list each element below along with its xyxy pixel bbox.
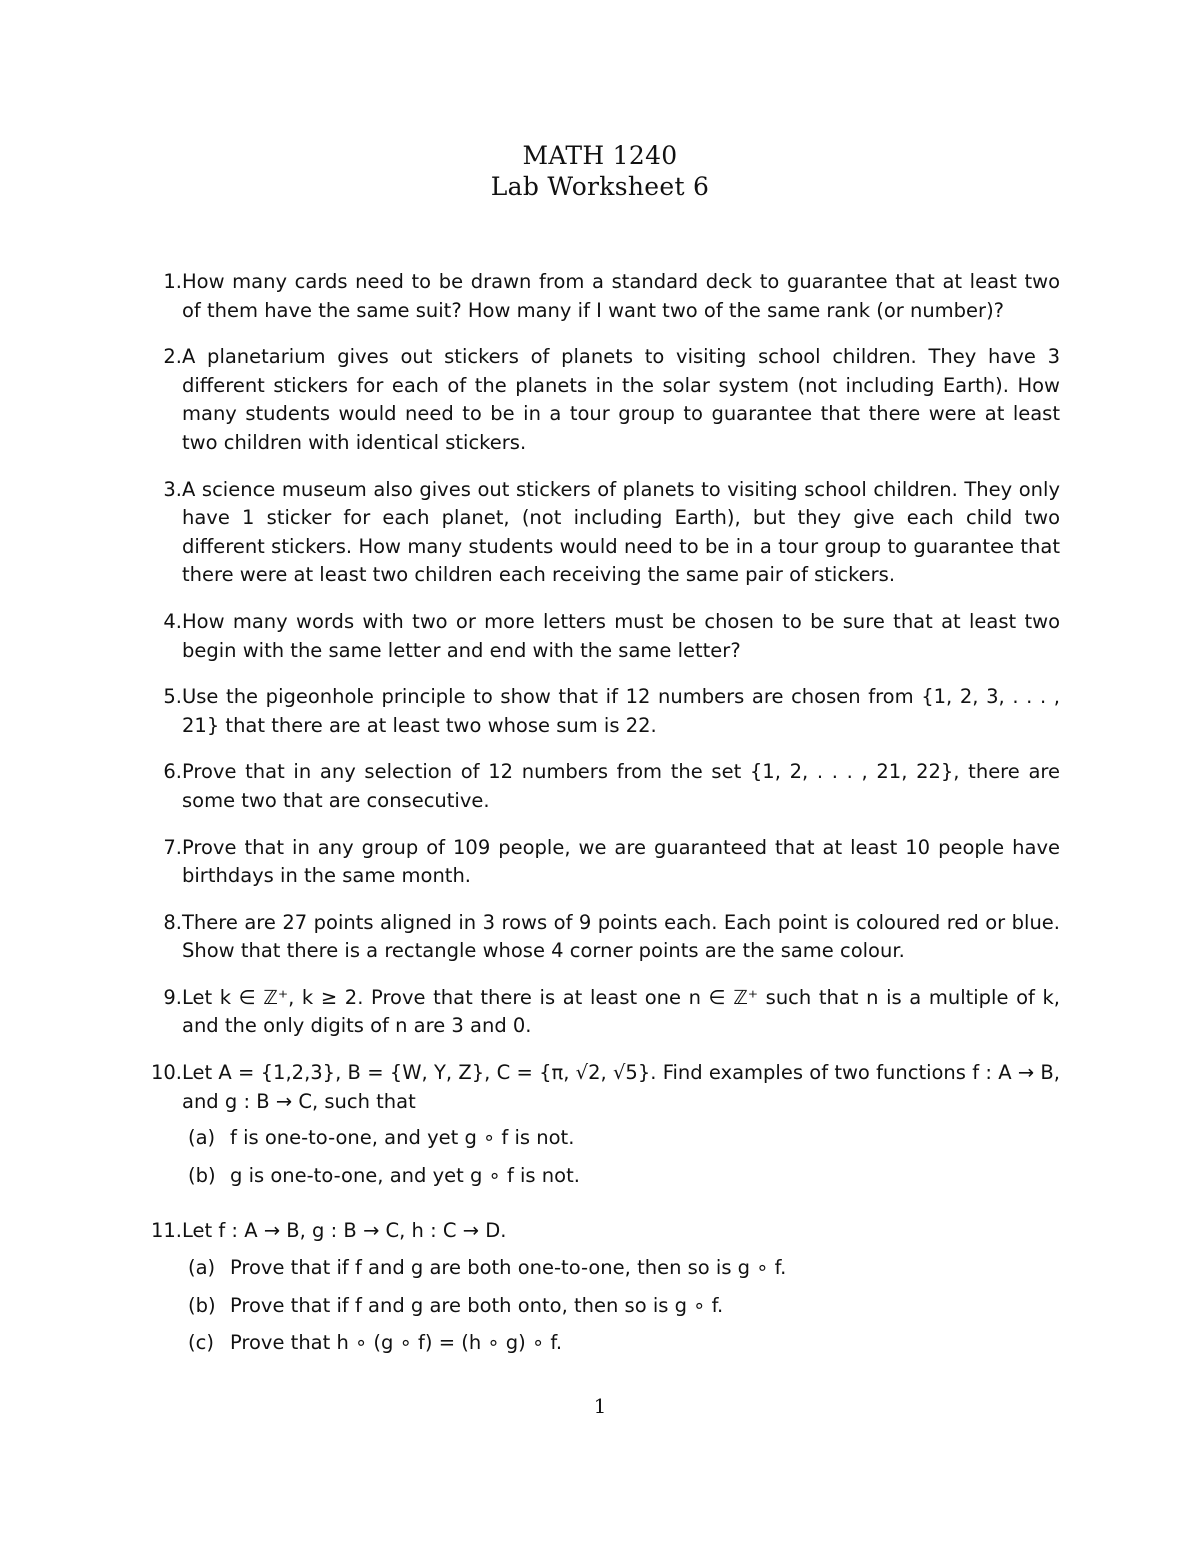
problem-number: 2.	[163, 345, 182, 369]
problem-body	[182, 909, 1060, 966]
problem-text: A planetarium gives out stickers of planets to visiting school children. They have 3 different stickers for each of the planets in the solar system (not including Earth). How many students would need to be in a tour group to guarantee that there were at least two children with identical stickers.	[182, 345, 1060, 454]
subpart-text: Prove that if f and g are both onto, then so is g ∘ f.	[230, 1293, 724, 1317]
problem-body	[182, 608, 1060, 665]
problem-8	[140, 909, 1060, 966]
problem-body	[182, 758, 1060, 815]
subpart-text: Prove that h ∘ (g ∘ f) = (h ∘ g) ∘ f.	[230, 1331, 563, 1355]
subpart-label: (a)	[188, 1256, 216, 1280]
problem-body	[182, 683, 1060, 740]
subpart-c	[182, 1329, 1060, 1358]
problem-number: 3.	[163, 477, 182, 501]
problem-number: 11.	[150, 1219, 182, 1243]
problem-number: 7.	[163, 835, 182, 859]
problem-body	[182, 984, 1060, 1041]
problem-body	[182, 834, 1060, 891]
problem-list	[140, 268, 1060, 1385]
problem-number: 9.	[163, 985, 182, 1009]
subpart-list	[182, 1254, 1060, 1358]
subpart-a	[182, 1124, 1060, 1153]
problem-body	[182, 476, 1060, 590]
problem-body	[182, 268, 1060, 325]
problem-number: 10.	[150, 1061, 182, 1085]
subpart-label: (b)	[188, 1163, 216, 1187]
problem-text: How many cards need to be drawn from a standard deck to guarantee that at least two of them have the same suit? How many if I want two of the same rank (or number)?	[182, 270, 1060, 322]
problem-number: 1.	[163, 270, 182, 293]
subpart-text: g is one-to-one, and yet g ∘ f is not.	[230, 1163, 580, 1187]
problem-body	[182, 1059, 1060, 1199]
problem-number: 5.	[163, 685, 182, 709]
problem-3	[140, 476, 1060, 590]
subpart-a	[182, 1254, 1060, 1283]
problem-text: There are 27 points aligned in 3 rows of 9 points each. Each point is coloured red or blue. Show that there is a rectangle whose 4 corner points are the same colour.	[182, 910, 1060, 963]
problem-text: Prove that in any group of 109 people, we are guaranteed that at least 10 people have birthdays in the same month.	[182, 835, 1060, 888]
problem-text: Prove that in any selection of 12 numbers from the set {1, 2, . . . , 21, 22}, there are some two that are consecutive.	[182, 760, 1060, 812]
problem-text: Let k ∈ ℤ⁺, k ≥ 2. Prove that there is at least one n ∈ ℤ⁺ such that n is a multiple of k, and the only digits of n are 3 and 0.	[182, 985, 1060, 1038]
problem-body	[182, 1217, 1060, 1366]
problem-text: Use the pigeonhole principle to show that if 12 numbers are chosen from {1, 2, 3, . . . , 21} that there are at least two whose sum is 22.	[182, 685, 1060, 737]
problem-body	[182, 343, 1060, 457]
title-block	[0, 140, 1200, 202]
problem-text: Let A = {1,2,3}, B = {W, Y, Z}, C = {π, √2, √5}. Find examples of two functions f : A → B, and g : B → C, such that	[182, 1061, 1060, 1113]
problem-6	[140, 758, 1060, 815]
course-title: MATH 1240	[522, 141, 678, 170]
problem-text: A science museum also gives out stickers of planets to visiting school children. They only have 1 sticker for each planet, (not including Earth), but they give each child two different stickers. How many students would need to be in a tour group to guarantee that there were at least two children each receiving the same pair of stickers.	[182, 477, 1060, 587]
page-number: 1	[593, 1394, 607, 1418]
problem-2	[140, 343, 1060, 457]
problem-text: Let f : A → B, g : B → C, h : C → D.	[182, 1219, 507, 1243]
worksheet-subtitle: Lab Worksheet 6	[490, 172, 710, 201]
subpart-list	[182, 1124, 1060, 1190]
problem-5	[140, 683, 1060, 740]
problem-number: 8.	[163, 910, 182, 934]
problem-10	[140, 1059, 1060, 1199]
subpart-b	[182, 1162, 1060, 1191]
problem-4	[140, 608, 1060, 665]
subpart-b	[182, 1292, 1060, 1321]
subpart-text: Prove that if f and g are both one-to-one, then so is g ∘ f.	[230, 1256, 787, 1280]
problem-1	[140, 268, 1060, 325]
subpart-label: (c)	[188, 1331, 214, 1355]
problem-11	[140, 1217, 1060, 1366]
problem-7	[140, 834, 1060, 891]
subpart-text: f is one-to-one, and yet g ∘ f is not.	[230, 1126, 575, 1150]
problem-9	[140, 984, 1060, 1041]
subpart-label: (a)	[188, 1126, 216, 1150]
problem-number: 4.	[163, 609, 182, 633]
subpart-label: (b)	[188, 1293, 216, 1317]
problem-number: 6.	[163, 760, 182, 784]
problem-text: How many words with two or more letters must be chosen to be sure that at least two begin with the same letter and end with the same letter?	[182, 609, 1060, 662]
